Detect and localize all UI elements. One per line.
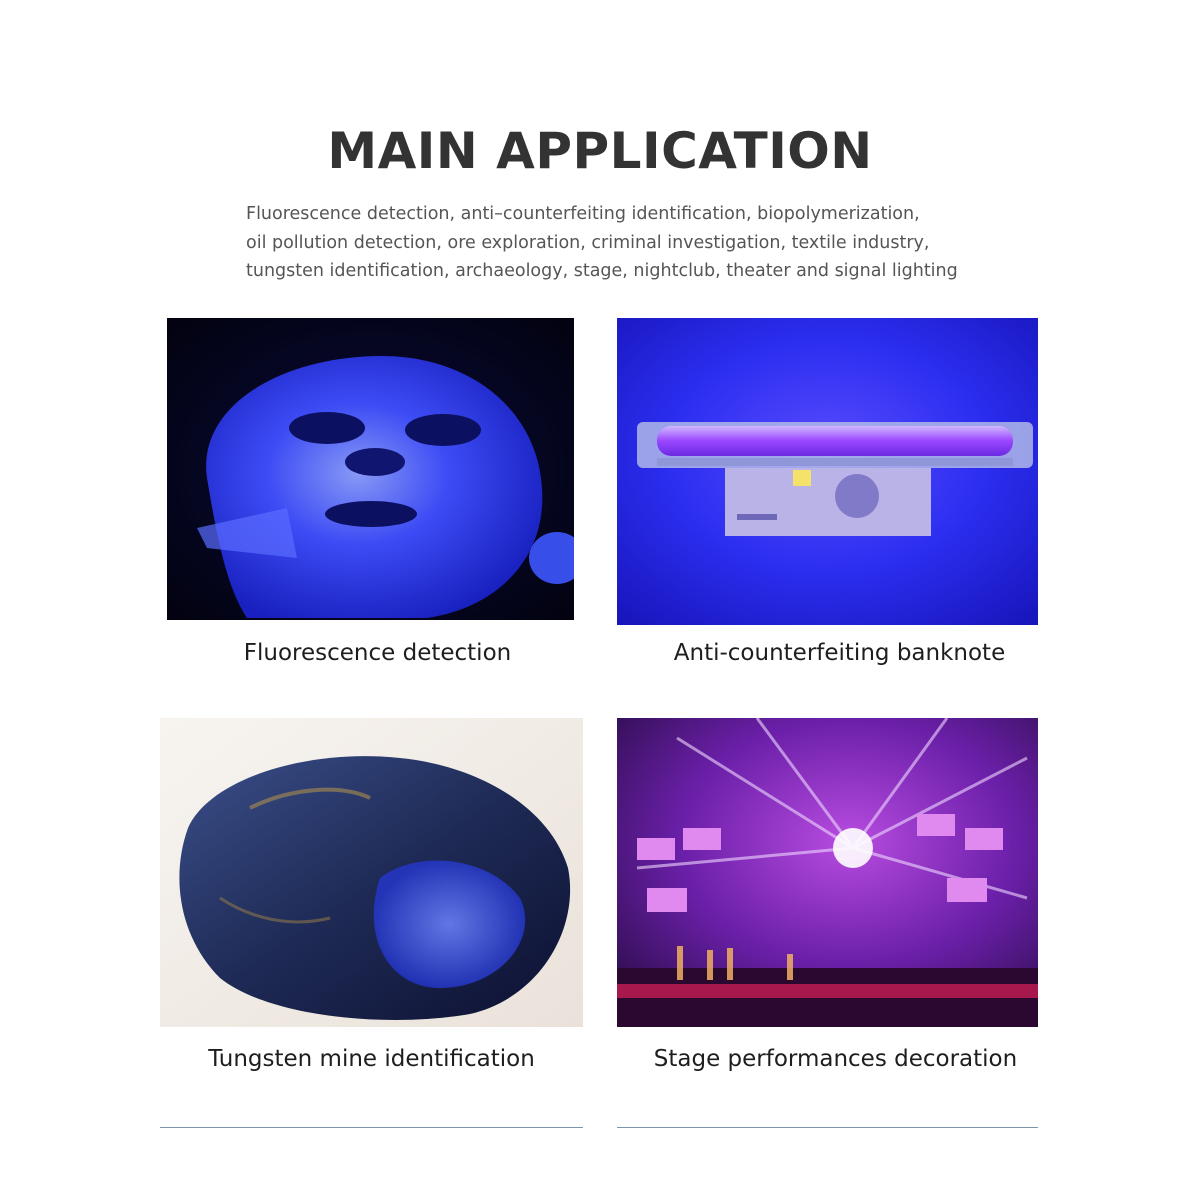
caption-stage-performances-decoration: Stage performances decoration (653, 1046, 1018, 1072)
fluorescence-mask-photo (167, 318, 574, 620)
application-description (246, 200, 966, 286)
bottom-divider-left (160, 1127, 583, 1128)
caption-fluorescence-detection: Fluorescence detection (243, 640, 512, 666)
description-line: tungsten identification, archaeology, stage, nightclub, theater and signal lighting (246, 261, 958, 281)
tungsten-ore-photo (160, 718, 583, 1027)
description-line: oil pollution detection, ore exploration, criminal investigation, textile industry, (246, 232, 930, 253)
page-title: MAIN APPLICATION (327, 122, 873, 180)
caption-tungsten-mine-identification: Tungsten mine identification (208, 1046, 535, 1072)
stage-lighting-photo (617, 718, 1038, 1027)
caption-anti-counterfeiting-banknote: Anti-counterfeiting banknote (673, 640, 1006, 666)
bottom-divider-right (617, 1127, 1038, 1128)
description-line: Fluorescence detection, anti–counterfeiting identification, biopolymerization, (246, 204, 920, 224)
uv-banknote-photo (617, 318, 1038, 625)
